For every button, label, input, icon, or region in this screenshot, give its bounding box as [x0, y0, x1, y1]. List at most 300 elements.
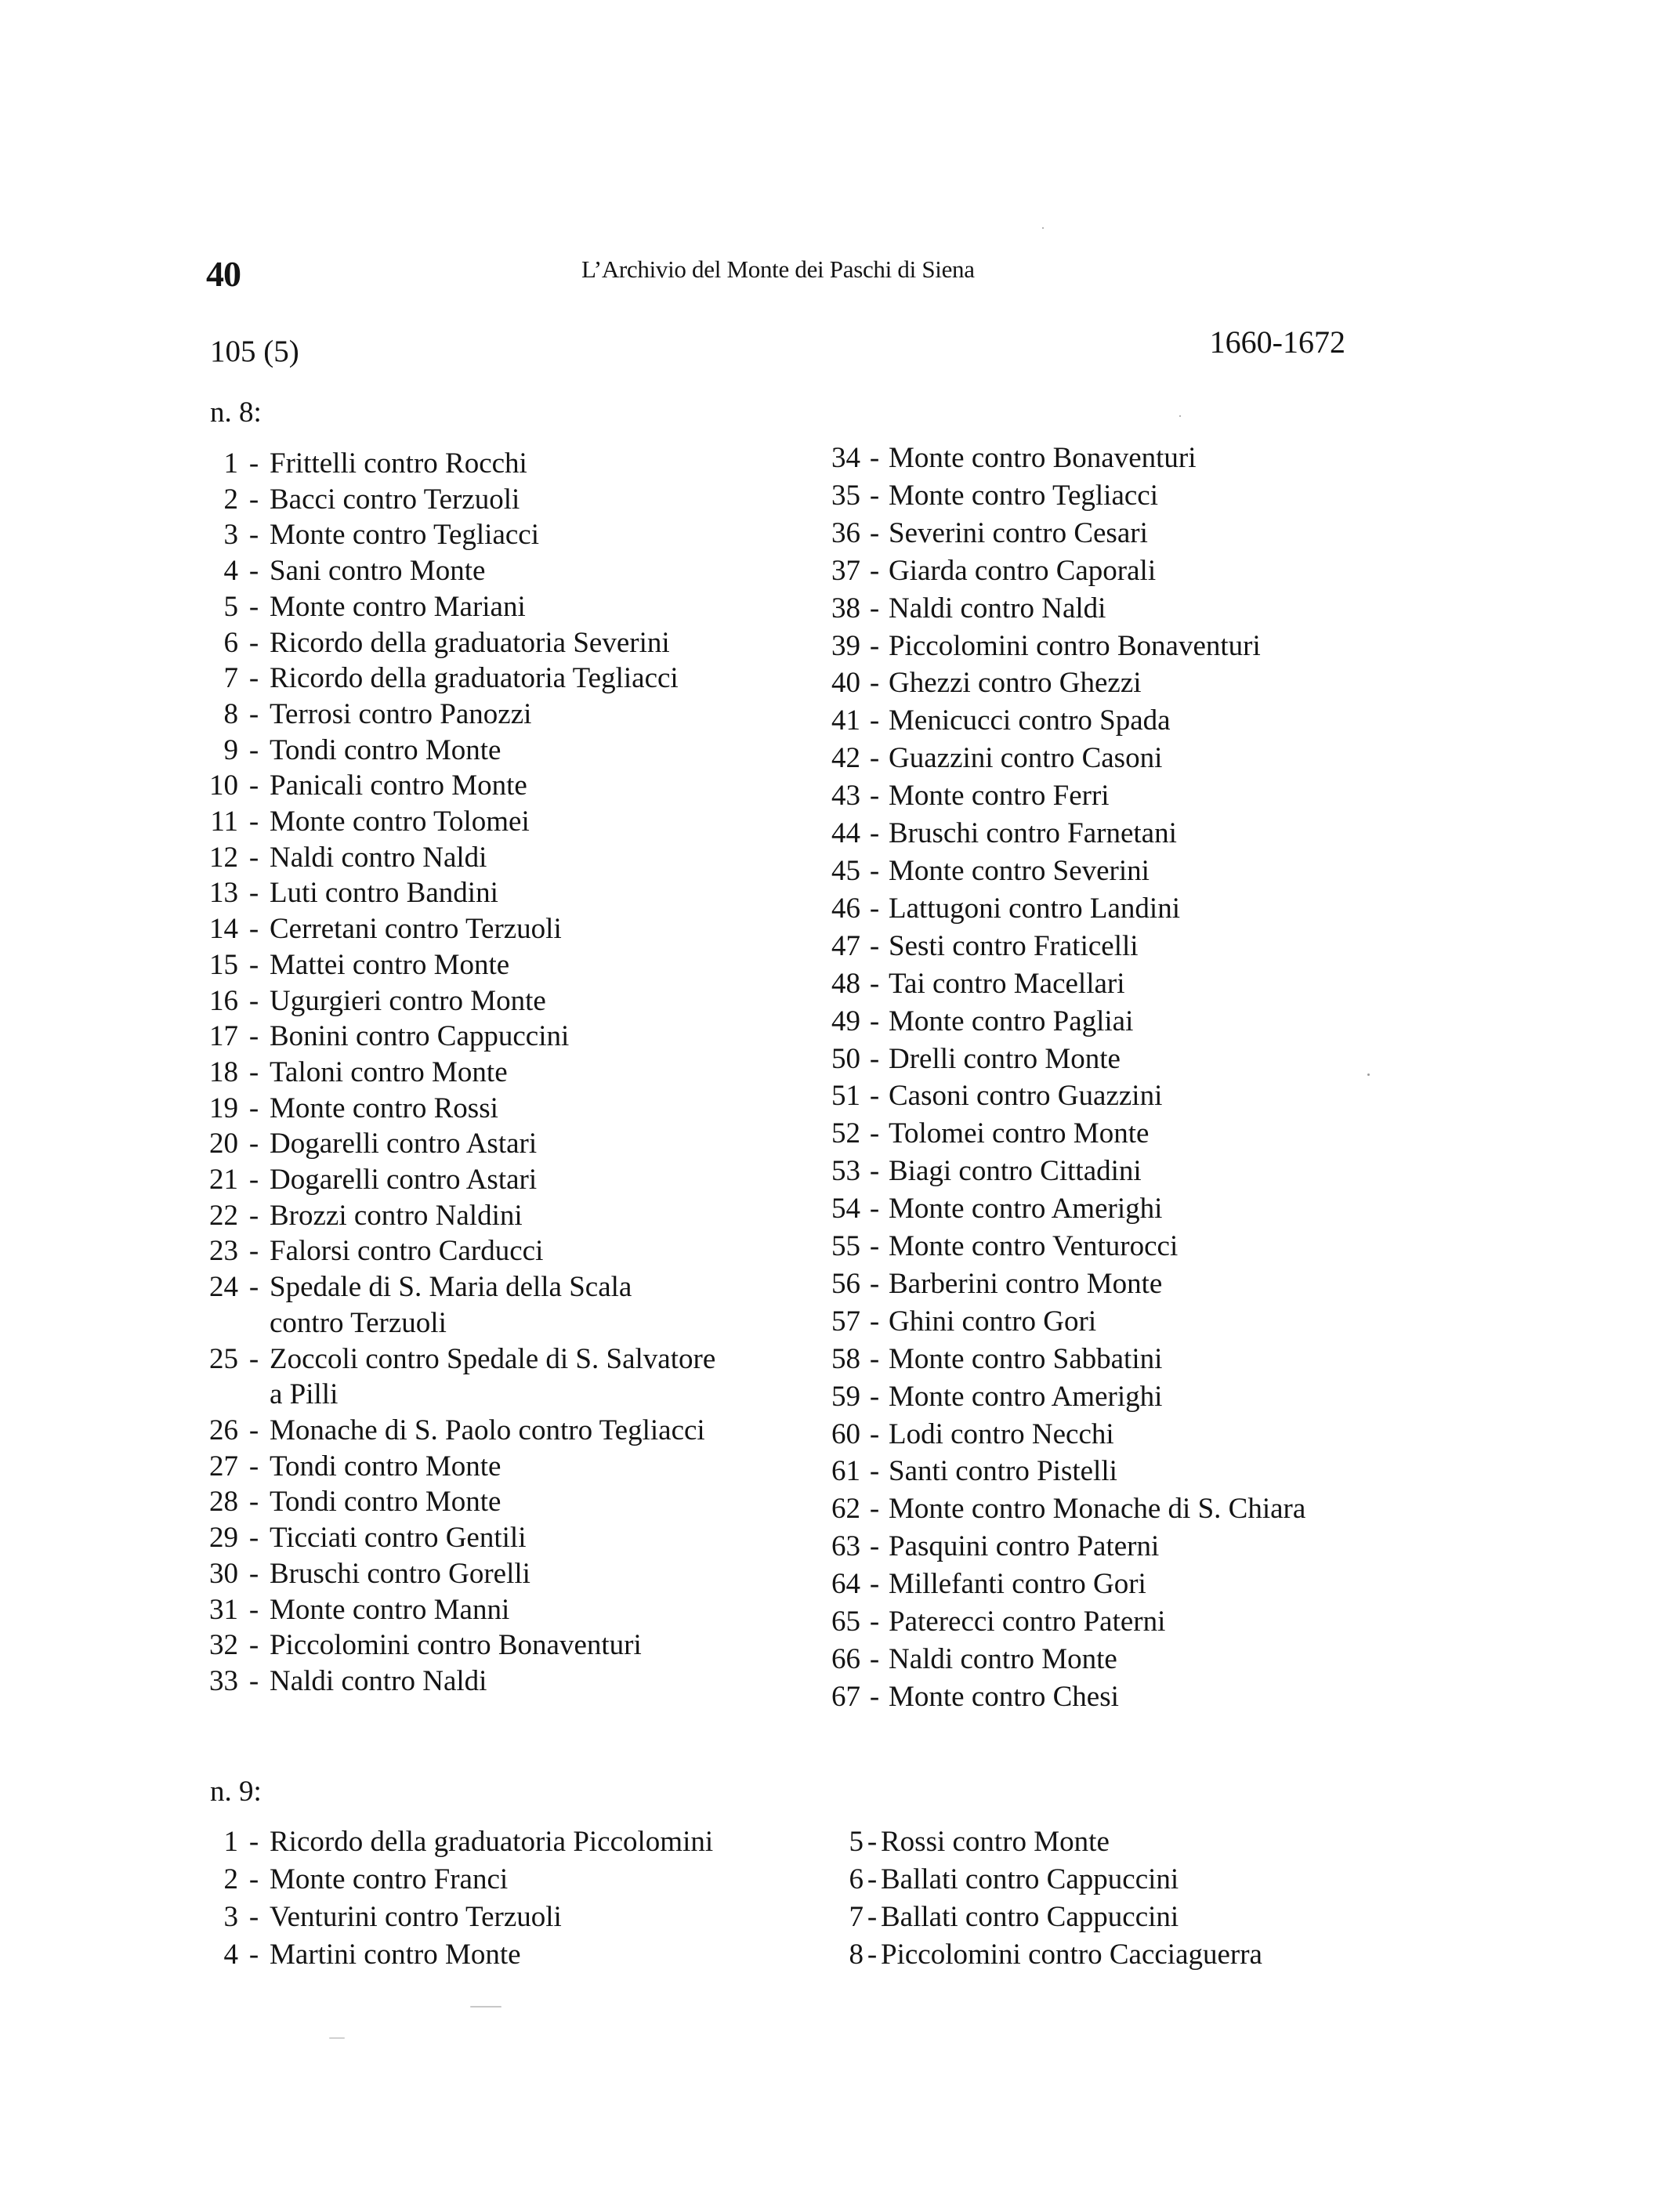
- item-text-line: Severini contro Cesari: [889, 516, 1148, 549]
- item-number: 20: [209, 1128, 238, 1160]
- item-number: 56: [831, 1267, 860, 1300]
- item-number: 6: [849, 1863, 864, 1895]
- item-text-line: Bonini contro Cappuccini: [270, 1020, 570, 1053]
- page-number: 40: [206, 254, 241, 294]
- item-number: 10: [209, 769, 238, 802]
- item-number: 48: [831, 967, 860, 1000]
- item-text-line: a Pilli: [270, 1378, 339, 1411]
- scan-speck: [1179, 415, 1181, 417]
- list-item: [815, 965, 1305, 1003]
- item-separator: -: [248, 984, 259, 1017]
- item-text-line: Piccolomini contro Bonaventuri: [889, 629, 1261, 662]
- list-item: [199, 947, 715, 983]
- list-item: [815, 1265, 1305, 1303]
- item-number: 57: [831, 1305, 860, 1338]
- item-text: [889, 1153, 1142, 1190]
- item-text-line: Ugurgieri contro Monte: [270, 984, 546, 1017]
- item-text-line: Monte contro Severini: [889, 854, 1150, 887]
- item-text-line: Guazzini contro Casoni: [889, 742, 1163, 775]
- item-number: 55: [831, 1230, 860, 1263]
- section-label-n8: n. 8:: [210, 396, 262, 429]
- item-text-line: Drelli contro Monte: [889, 1042, 1121, 1075]
- item-text-line: Barberini contro Monte: [889, 1267, 1163, 1300]
- item-number: 36: [831, 516, 860, 549]
- item-text-line: Naldi contro Monte: [889, 1643, 1117, 1675]
- item-text: [889, 1228, 1178, 1265]
- list-item: [815, 1378, 1305, 1416]
- item-text-line: Giarda contro Caporali: [889, 554, 1157, 587]
- item-separator: -: [869, 1417, 880, 1450]
- item-number: 25: [209, 1342, 238, 1375]
- item-separator: -: [869, 817, 880, 850]
- item-text-line: contro Terzuoli: [270, 1306, 447, 1339]
- item-separator: -: [869, 704, 880, 737]
- item-text: [881, 1936, 1262, 1974]
- list-item: [815, 1003, 1305, 1041]
- item-number: 52: [831, 1117, 860, 1150]
- item-number: 62: [831, 1493, 860, 1526]
- item-separator: -: [248, 447, 259, 480]
- item-number: 2: [223, 1863, 238, 1895]
- item-text: [889, 1003, 1133, 1041]
- item-text: [270, 1449, 501, 1485]
- item-separator: -: [248, 769, 259, 802]
- item-separator: -: [248, 806, 259, 838]
- item-text-line: Sesti contro Fraticelli: [889, 929, 1139, 962]
- list-item: [199, 1269, 715, 1341]
- item-text-line: Monte contro Mariani: [270, 590, 526, 623]
- item-separator: -: [869, 554, 880, 587]
- item-number: 6: [223, 626, 238, 659]
- item-text-line: Panicali contro Monte: [270, 769, 527, 802]
- list-item: [815, 1528, 1305, 1566]
- list-item: [199, 1627, 715, 1664]
- item-text-line: Dogarelli contro Astari: [270, 1128, 538, 1160]
- item-text: [889, 1603, 1165, 1641]
- list-item: [815, 890, 1305, 928]
- item-text: [889, 1077, 1162, 1115]
- item-text: [270, 625, 670, 661]
- item-text-line: Monte contro Monache di S. Chiara: [889, 1493, 1306, 1526]
- item-text: [270, 1936, 521, 1974]
- item-text-line: Tondi contro Monte: [270, 733, 501, 766]
- item-number: 28: [209, 1486, 238, 1519]
- list-item: [815, 1303, 1305, 1341]
- item-separator: -: [869, 1455, 880, 1488]
- item-separator: -: [869, 479, 880, 512]
- item-number: 61: [831, 1455, 860, 1488]
- item-text-line: Monte contro Tegliacci: [270, 519, 540, 552]
- item-text-line: Ricordo della graduatoria Piccolomini: [270, 1826, 714, 1858]
- scan-mark: [470, 2006, 501, 2008]
- item-text-line: Millefanti contro Gori: [889, 1568, 1146, 1601]
- item-separator: -: [867, 1901, 878, 1933]
- list-item: [199, 1592, 715, 1628]
- item-separator: -: [248, 1664, 259, 1697]
- item-number: 54: [831, 1193, 860, 1226]
- item-separator: -: [248, 733, 259, 766]
- item-text: [889, 1678, 1119, 1716]
- item-separator: -: [248, 1557, 259, 1590]
- item-text: [889, 777, 1110, 815]
- list-n8-left-column: [199, 446, 715, 1700]
- item-number: 67: [831, 1680, 860, 1713]
- item-text-line: Martini contro Monte: [270, 1939, 521, 1971]
- item-text-line: Tolomei contro Monte: [889, 1117, 1150, 1150]
- item-number: 65: [831, 1606, 860, 1638]
- item-text: [270, 1861, 508, 1899]
- item-number: 23: [209, 1235, 238, 1268]
- item-text: [889, 1115, 1149, 1153]
- list-item: [815, 815, 1305, 853]
- item-text-line: Monte contro Bonaventuri: [889, 442, 1197, 474]
- item-separator: -: [248, 1863, 259, 1895]
- list-item: [199, 875, 715, 911]
- item-text-line: Monache di S. Paolo contro Tegliacci: [270, 1414, 705, 1446]
- item-text-line: Monte contro Venturocci: [889, 1230, 1179, 1263]
- item-number: 17: [209, 1020, 238, 1053]
- item-separator: -: [248, 1450, 259, 1483]
- item-text-line: Ricordo della graduatoria Tegliacci: [270, 662, 679, 695]
- item-text-line: Monte contro Pagliai: [889, 1005, 1134, 1037]
- item-text: [889, 590, 1106, 628]
- item-text-line: Santi contro Pistelli: [889, 1455, 1117, 1488]
- list-item: [815, 1641, 1305, 1678]
- item-number: 46: [831, 892, 860, 925]
- item-text: [270, 1556, 530, 1592]
- item-number: 50: [831, 1042, 860, 1075]
- scan-speck: [1042, 227, 1044, 229]
- item-text: [270, 1341, 715, 1413]
- list-item: [815, 928, 1305, 965]
- item-separator: -: [869, 442, 880, 474]
- list-item: [815, 1341, 1305, 1378]
- item-number: 14: [209, 913, 238, 946]
- item-separator: -: [869, 1005, 880, 1037]
- item-text: [881, 1861, 1179, 1899]
- item-text-line: Falorsi contro Carducci: [270, 1235, 544, 1268]
- list-item: [815, 1077, 1305, 1115]
- item-separator: -: [869, 929, 880, 962]
- item-text: [270, 446, 527, 482]
- item-separator: -: [248, 1414, 259, 1446]
- item-separator: -: [867, 1939, 878, 1971]
- item-number: 12: [209, 841, 238, 874]
- item-text-line: Frittelli contro Rocchi: [270, 447, 527, 480]
- item-number: 24: [209, 1271, 238, 1304]
- running-title: L’Archivio del Monte dei Paschi di Siena: [581, 255, 975, 283]
- item-text: [270, 911, 562, 947]
- item-text: [270, 1899, 562, 1936]
- item-text: [270, 661, 679, 697]
- item-separator: -: [248, 1199, 259, 1232]
- list-item: [815, 702, 1305, 740]
- item-text-line: Lodi contro Necchi: [889, 1417, 1114, 1450]
- list-item: [815, 777, 1305, 815]
- list-item: [199, 1449, 715, 1485]
- item-text: [270, 733, 501, 769]
- item-separator: -: [248, 1128, 259, 1160]
- item-text-line: Tai contro Macellari: [889, 967, 1125, 1000]
- list-item: [199, 733, 715, 769]
- item-separator: -: [248, 1342, 259, 1375]
- list-item: [199, 1233, 715, 1269]
- item-separator: -: [248, 948, 259, 981]
- item-separator: -: [248, 662, 259, 695]
- list-item: [815, 1678, 1305, 1716]
- item-text: [889, 515, 1148, 552]
- list-item: [815, 740, 1305, 777]
- item-text-line: Ticciati contro Gentili: [270, 1522, 527, 1555]
- list-item: [815, 628, 1305, 665]
- item-number: 63: [831, 1530, 860, 1563]
- item-text-line: Bruschi contro Gorelli: [270, 1557, 530, 1590]
- item-number: 26: [209, 1414, 238, 1446]
- item-number: 13: [209, 877, 238, 910]
- item-text-line: Monte contro Sabbatini: [889, 1342, 1163, 1375]
- item-separator: -: [248, 590, 259, 623]
- list-item: [199, 1341, 715, 1413]
- item-separator: -: [869, 667, 880, 700]
- item-separator: -: [869, 1117, 880, 1150]
- item-number: 59: [831, 1380, 860, 1413]
- list-item: [199, 840, 715, 876]
- item-separator: -: [248, 555, 259, 588]
- item-number: 60: [831, 1417, 860, 1450]
- list-item: [199, 983, 715, 1019]
- item-number: 32: [209, 1629, 238, 1662]
- list-item: [199, 1861, 713, 1899]
- item-number: 9: [223, 733, 238, 766]
- item-text-line: Menicucci contro Spada: [889, 704, 1171, 737]
- list-n9-left-column: [199, 1823, 713, 1974]
- item-number: 43: [831, 780, 860, 813]
- item-separator: -: [248, 913, 259, 946]
- item-text-line: Biagi contro Cittadini: [889, 1155, 1142, 1188]
- item-number: 15: [209, 948, 238, 981]
- list-item: [815, 1566, 1305, 1603]
- item-text: [270, 1269, 632, 1341]
- item-text-line: Paterecci contro Paterni: [889, 1606, 1166, 1638]
- list-n9-right-column: [815, 1823, 1262, 1974]
- item-text-line: Bruschi contro Farnetani: [889, 817, 1177, 850]
- item-text-line: Naldi contro Naldi: [889, 592, 1106, 625]
- item-separator: -: [869, 892, 880, 925]
- item-number: 47: [831, 929, 860, 962]
- list-item: [199, 697, 715, 733]
- item-number: 16: [209, 984, 238, 1017]
- item-text: [270, 1126, 537, 1162]
- item-separator: -: [248, 841, 259, 874]
- item-text-line: Ghini contro Gori: [889, 1305, 1097, 1338]
- list-item: [815, 1453, 1305, 1490]
- item-text-line: Monte contro Tegliacci: [889, 479, 1159, 512]
- list-item: [199, 1055, 715, 1091]
- item-number: 3: [223, 1901, 238, 1933]
- item-text: [889, 1641, 1117, 1678]
- item-text: [270, 840, 487, 876]
- item-separator: -: [248, 1055, 259, 1088]
- item-text: [889, 628, 1261, 665]
- item-number: 38: [831, 592, 860, 625]
- item-text-line: Piccolomini contro Bonaventuri: [270, 1629, 642, 1662]
- item-number: 35: [831, 479, 860, 512]
- item-separator: -: [869, 629, 880, 662]
- item-text: [270, 1198, 523, 1234]
- item-number: 53: [831, 1155, 860, 1188]
- item-text-line: Monte contro Ferri: [889, 780, 1110, 813]
- item-number: 49: [831, 1005, 860, 1037]
- item-text: [889, 702, 1171, 740]
- item-text-line: Tondi contro Monte: [270, 1450, 501, 1483]
- item-separator: -: [869, 592, 880, 625]
- section-label-n9: n. 9:: [210, 1776, 262, 1808]
- item-text: [270, 983, 546, 1019]
- item-text-line: Naldi contro Naldi: [270, 1664, 487, 1697]
- list-item: [815, 590, 1305, 628]
- item-text: [889, 1528, 1159, 1566]
- item-text: [889, 664, 1142, 702]
- item-text: [889, 1341, 1162, 1378]
- item-number: 5: [223, 590, 238, 623]
- item-separator: -: [248, 483, 259, 516]
- item-text-line: Piccolomini contro Cacciaguerra: [881, 1939, 1262, 1971]
- item-text-line: Monte contro Chesi: [889, 1680, 1119, 1713]
- item-separator: -: [248, 877, 259, 910]
- item-separator: -: [867, 1863, 878, 1895]
- list-item: [199, 1556, 715, 1592]
- item-separator: -: [869, 1267, 880, 1300]
- item-text-line: Taloni contro Monte: [270, 1055, 508, 1088]
- item-text: [270, 517, 539, 553]
- item-text: [889, 853, 1150, 890]
- item-number: 51: [831, 1080, 860, 1113]
- item-number: 33: [209, 1664, 238, 1697]
- item-separator: -: [248, 1486, 259, 1519]
- item-separator: -: [869, 1042, 880, 1075]
- item-separator: -: [869, 1493, 880, 1526]
- list-item: [815, 664, 1305, 702]
- item-separator: -: [869, 1342, 880, 1375]
- item-number: 21: [209, 1164, 238, 1197]
- item-text: [270, 1055, 508, 1091]
- list-item: [815, 1228, 1305, 1265]
- list-item: [815, 1416, 1305, 1454]
- list-item: [199, 1019, 715, 1055]
- item-separator: -: [869, 780, 880, 813]
- list-item: [199, 911, 715, 947]
- item-text: [270, 1520, 526, 1556]
- record-date-range: 1660-1672: [1209, 324, 1345, 360]
- list-item: [815, 1190, 1305, 1228]
- item-separator: -: [869, 1193, 880, 1226]
- list-item: [815, 1936, 1262, 1974]
- item-text: [889, 552, 1156, 590]
- item-separator: -: [869, 1568, 880, 1601]
- list-item: [199, 517, 715, 553]
- item-number: 31: [209, 1593, 238, 1626]
- item-number: 8: [223, 697, 238, 730]
- item-separator: -: [248, 1593, 259, 1626]
- list-item: [199, 1198, 715, 1234]
- item-separator: -: [248, 1271, 259, 1304]
- item-text: [270, 1413, 705, 1449]
- item-text: [889, 440, 1197, 477]
- item-number: 29: [209, 1522, 238, 1555]
- item-text: [889, 1416, 1114, 1454]
- item-number: 3: [223, 519, 238, 552]
- item-text: [270, 1019, 569, 1055]
- item-separator: -: [248, 1826, 259, 1858]
- list-item: [199, 768, 715, 804]
- scan-speck: [1367, 1073, 1370, 1076]
- item-text-line: Ricordo della graduatoria Severini: [270, 626, 670, 659]
- item-separator: -: [248, 697, 259, 730]
- list-item: [199, 589, 715, 625]
- record-id: 105 (5): [210, 335, 299, 368]
- item-separator: -: [869, 854, 880, 887]
- item-text: [889, 1041, 1121, 1078]
- item-number: 7: [849, 1901, 864, 1933]
- item-text-line: Monte contro Rossi: [270, 1092, 498, 1124]
- item-text-line: Lattugoni contro Landini: [889, 892, 1180, 925]
- item-text: [270, 553, 485, 589]
- item-separator: -: [869, 1606, 880, 1638]
- item-separator: -: [869, 1155, 880, 1188]
- item-text-line: Monte contro Amerighi: [889, 1193, 1163, 1226]
- item-text-line: Mattei contro Monte: [270, 948, 510, 981]
- item-text: [270, 1823, 713, 1861]
- item-number: 66: [831, 1643, 860, 1675]
- list-item: [199, 804, 715, 840]
- item-separator: -: [869, 967, 880, 1000]
- item-number: 39: [831, 629, 860, 662]
- item-text: [270, 1233, 543, 1269]
- item-separator: -: [869, 1305, 880, 1338]
- item-separator: -: [869, 1080, 880, 1113]
- item-text-line: Dogarelli contro Astari: [270, 1164, 538, 1197]
- list-item: [199, 1162, 715, 1198]
- item-text: [889, 740, 1162, 777]
- item-text: [889, 815, 1177, 853]
- item-text-line: Brozzi contro Naldini: [270, 1199, 523, 1232]
- item-text-line: Ballati contro Cappuccini: [881, 1863, 1179, 1895]
- item-text: [889, 1490, 1305, 1528]
- item-text-line: Ballati contro Cappuccini: [881, 1901, 1179, 1933]
- item-separator: -: [248, 1629, 259, 1662]
- list-item: [815, 1490, 1305, 1528]
- list-item: [815, 853, 1305, 890]
- item-text: [270, 1664, 487, 1700]
- item-number: 18: [209, 1055, 238, 1088]
- list-item: [815, 1899, 1262, 1936]
- item-text-line: Luti contro Bandini: [270, 877, 498, 910]
- item-separator: -: [869, 1530, 880, 1563]
- item-text-line: Casoni contro Guazzini: [889, 1080, 1163, 1113]
- item-text-line: Ghezzi contro Ghezzi: [889, 667, 1142, 700]
- item-separator: -: [869, 1230, 880, 1263]
- item-number: 27: [209, 1450, 238, 1483]
- item-number: 8: [849, 1939, 864, 1971]
- item-text: [889, 1566, 1146, 1603]
- item-text: [270, 1091, 498, 1127]
- list-item: [815, 1041, 1305, 1078]
- item-text-line: Monte contro Tolomei: [270, 806, 530, 838]
- item-number: 11: [210, 806, 238, 838]
- item-number: 22: [209, 1199, 238, 1232]
- item-text-line: Zoccoli contro Spedale di S. Salvatore: [270, 1342, 716, 1375]
- list-item: [199, 1520, 715, 1556]
